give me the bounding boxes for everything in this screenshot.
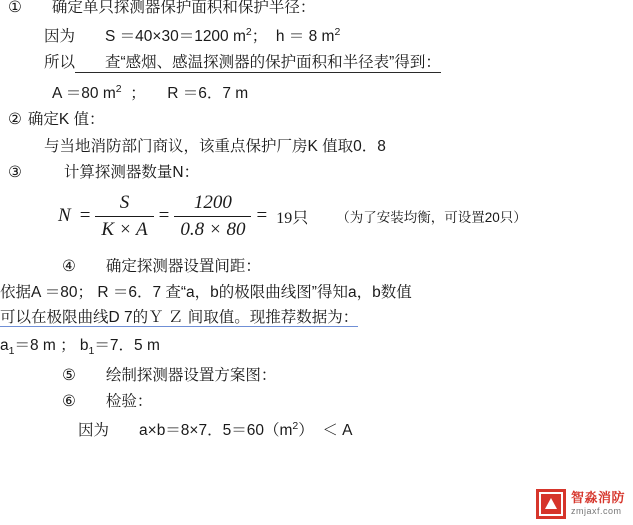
exponent-2: 2	[334, 25, 341, 38]
item-title-1: 确定单只探测器保护面积和保护半径：	[51, 0, 316, 16]
label-because-2: 因为	[78, 422, 110, 440]
item-4-line-b	[0, 310, 633, 328]
list-item-3-heading	[0, 165, 633, 181]
item-1-line-c	[0, 84, 633, 102]
item-4-line-c	[0, 338, 633, 357]
item-title-6: 检验：	[105, 393, 153, 411]
formula-detector-count	[0, 192, 633, 241]
watermark-domain: zmjaxf.com	[570, 506, 622, 517]
fraction-symbolic	[95, 192, 153, 241]
recommended-values: $a_1=8$ m ； $b_1=7$．5 m	[0, 337, 160, 358]
item-title-4: 确定探测器设置间距：	[105, 257, 261, 275]
list-item-2-heading	[0, 112, 633, 128]
item-marker-1: ①	[8, 0, 22, 16]
logo-triangle-shape	[545, 498, 557, 509]
item-title-5: 绘制探测器设置方案图：	[105, 366, 277, 384]
flame-logo-icon	[536, 489, 566, 519]
equation-area: S ＝40×30＝1200 $m^2$； h ＝ 8 $m^2$	[105, 25, 341, 45]
item-4-line-a	[0, 285, 633, 301]
item-2-line-a	[0, 139, 633, 155]
formula-equals-3: =	[256, 205, 268, 227]
subscript-a1: 1	[8, 345, 15, 358]
spacing-basis-text: 依据A ＝80； R ＝6．7 查“a，b的极限曲线图”得知a，b数值	[0, 284, 412, 302]
label-because-1: 因为	[44, 27, 76, 45]
watermark-text-block	[571, 491, 625, 516]
watermark-logo	[536, 489, 625, 519]
values-a-r: A ＝80 $m^2$ ； R ＝6．7 m	[52, 82, 249, 102]
list-item-4-heading	[0, 259, 633, 275]
item-1-line-b	[0, 55, 633, 73]
item-marker-3: ③	[8, 164, 22, 182]
list-item-6-heading	[0, 394, 633, 410]
list-item-1-heading	[0, 0, 633, 16]
exponent-3: 2	[115, 82, 122, 95]
item-marker-6: ⑥	[62, 393, 76, 411]
item-1-line-a	[0, 27, 633, 45]
subscript-b1: 1	[88, 345, 95, 358]
fraction-numerator-numeric: 1200	[193, 191, 232, 213]
formula-lhs: N	[58, 205, 71, 227]
fraction-numerator-symbolic: S	[119, 191, 130, 213]
exponent-1: 2	[245, 25, 252, 38]
curve-range-text: 可以在极限曲线D 7的Ｙ Ｚ 间取值。现推荐数据为：	[0, 308, 359, 326]
verification-equation: a×b＝8×7．$5=60(m^2) < A$	[139, 419, 353, 440]
watermark-brand: 智淼消防	[570, 490, 625, 506]
formula-note: （为了安装均衡，可设置20只）	[336, 210, 527, 226]
exponent-4: 2	[292, 419, 299, 432]
item-title-3: 计算探测器数量N：	[63, 164, 200, 182]
k-value-text: 与当地消防部门商议，该重点保护厂房K 值取0．8	[44, 137, 386, 155]
formula-result: 19只	[276, 209, 309, 227]
label-therefore-1: 所以	[44, 54, 76, 72]
fraction-denominator-symbolic: K × A	[101, 218, 148, 240]
item-marker-4: ④	[62, 257, 76, 275]
list-item-5-heading	[0, 368, 633, 384]
item-6-line-a	[0, 421, 633, 439]
fraction-denominator-numeric: 0.8 × 80	[180, 218, 246, 240]
formula-equals-1: =	[79, 205, 91, 227]
table-reference-text: 查“感烟、感温探测器的保护面积和半径表”得到：	[75, 55, 441, 73]
item-marker-2: ②	[8, 111, 22, 129]
item-marker-5: ⑤	[62, 366, 76, 384]
formula-equals-2: =	[158, 205, 170, 227]
fraction-numeric	[174, 192, 251, 241]
item-title-2: 确定K 值：	[27, 111, 105, 129]
